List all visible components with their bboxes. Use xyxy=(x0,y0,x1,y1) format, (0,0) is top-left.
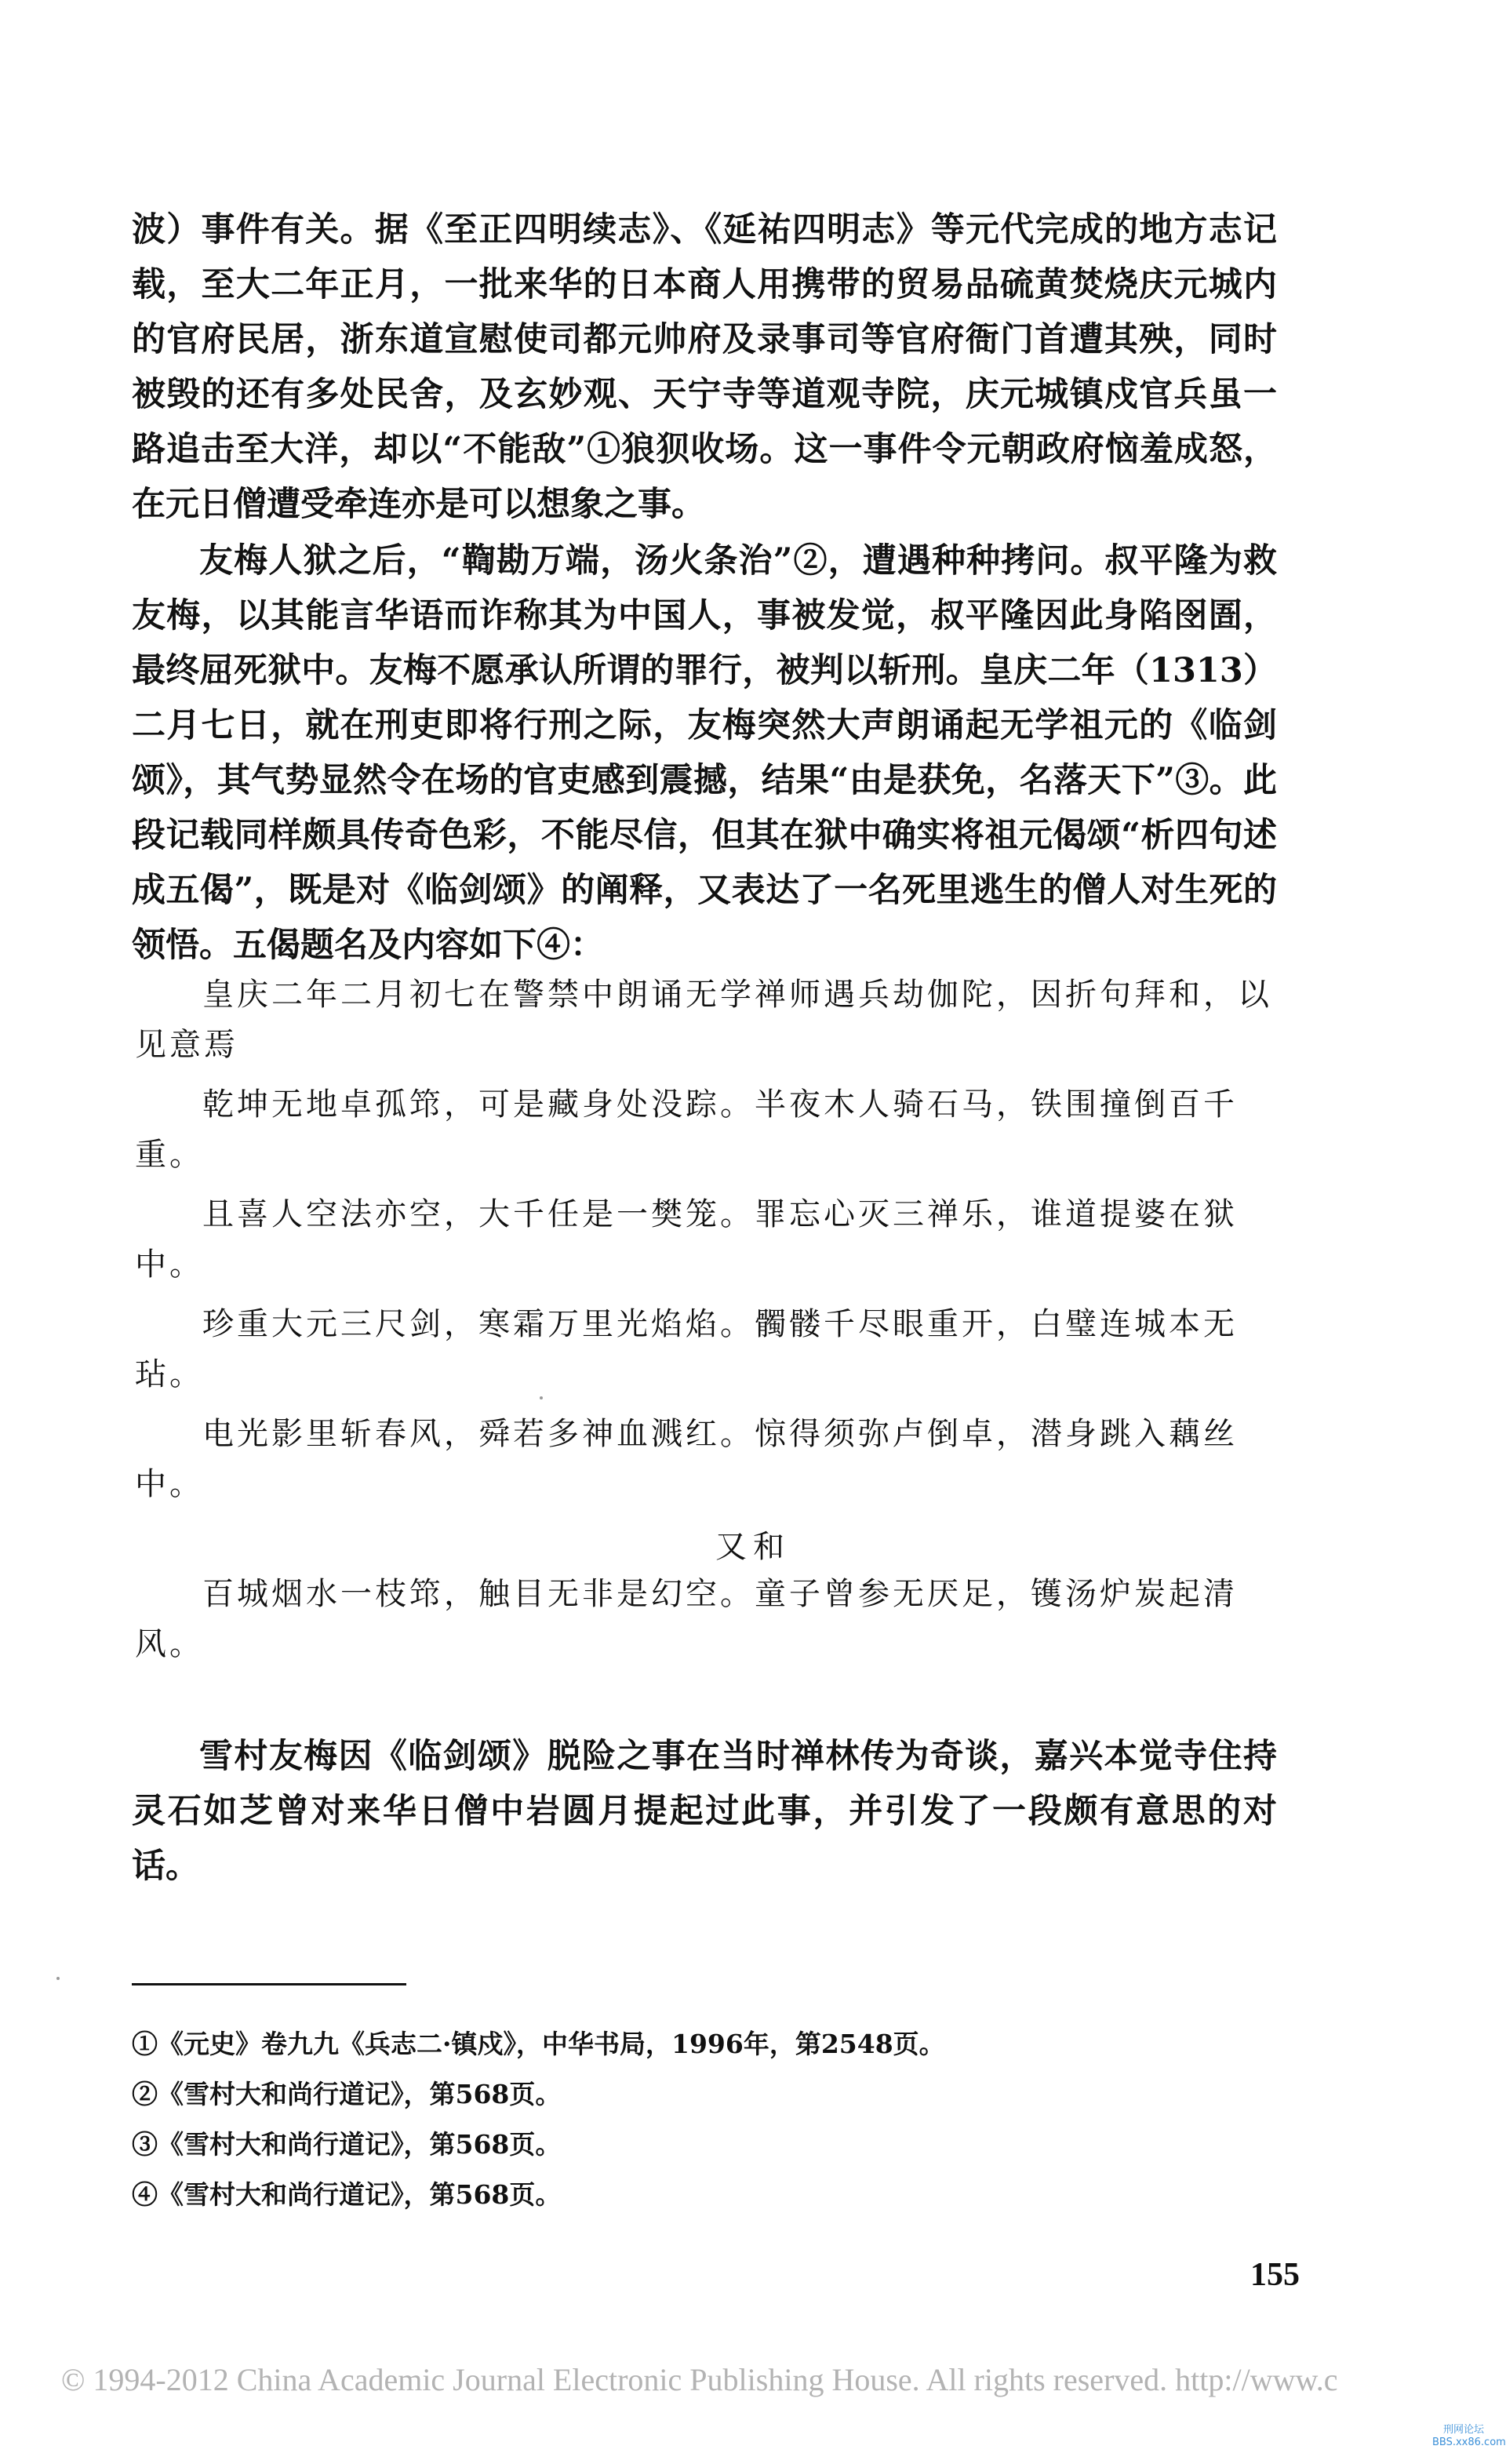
verse-block xyxy=(135,1569,1277,1679)
scan-speck xyxy=(56,1977,60,1980)
footnote-divider xyxy=(132,1983,406,1985)
footnote-item: ①《元史》卷九九《兵志二·镇戍》，中华书局，1996年，第2548页。 xyxy=(132,2029,945,2059)
verse-line: 珍重大元三尺剑，寒霜万里光焰焰。髑髅千尽眼重开，白璧连城本无玷。 xyxy=(135,1306,1238,1392)
watermark-text: 刑网论坛 xyxy=(1442,2424,1484,2436)
page-number: 155 xyxy=(1250,2257,1300,2293)
scan-speck xyxy=(540,1396,543,1399)
copyright-notice: © 1994-2012 China Academic Journal Electronic Publishing House. All rights reserved. http://www.c xyxy=(61,2362,1338,2397)
footnote-item: ③《雪村大和尚行道记》，第568页。 xyxy=(132,2129,562,2160)
watermark-url: BBS.xx86.com xyxy=(1432,2437,1506,2448)
closing-paragraph: 雪村友梅因《临剑颂》脱险之事在当时禅林传为奇谈，嘉兴本觉寺住持灵石如芝曾对来华日僧中岩圆月提起过此事，并引发了一段颇有意思的对话。 xyxy=(132,1737,1277,1886)
body-paragraph: 波）事件有关。据《至正四明续志》、《延祐四明志》等元代完成的地方志记载，至大二年正月，一批来华的日本商人用携带的贸易品硫黄焚烧庆元城内的官府民居，浙东道宣慰使司都元帅府及录事司等官府衙门首遭其殃，同时被毁的还有多处民舍，及玄妙观、天宁寺等道观寺院，庆元城镇戍官兵虽一路追击至大洋，却以“不能敌”①狼狈收场。这一事件令元朝政府恼羞成怒，在元日僧遭受牵连亦是可以想象之事。 xyxy=(132,210,1277,524)
verse-line: 电光影里斩春风，舜若多神血溅红。惊得须弥卢倒卓，潜身跳入藕丝中。 xyxy=(135,1416,1238,1502)
footnote-item: ②《雪村大和尚行道记》，第568页。 xyxy=(132,2079,562,2109)
verse-subheading: 又和 xyxy=(715,1529,791,1565)
watermark-logo xyxy=(1432,2424,1506,2459)
footnotes xyxy=(132,2019,1277,2220)
verse-line: 百城烟水一枝筇，触目无非是幻空。童子曾参无厌足，镬汤炉炭起清风。 xyxy=(135,1576,1238,1662)
verse-title: 皇庆二年二月初七在警禁中朗诵无学禅师遇兵劫伽陀，因折句拜和，以见意焉 xyxy=(135,977,1272,1063)
verse-line: 乾坤无地卓孤筇，可是藏身处没踪。半夜木人骑石马，铁围撞倒百千重。 xyxy=(135,1086,1238,1173)
body-paragraph: 友梅人狱之后，“鞫勘万端，汤火条治”②，遭遇种种拷问。叔平隆为救友梅，以其能言华语而诈称其为中国人，事被发觉，叔平隆因此身陷囹圄，最终屈死狱中。友梅不愿承认所谓的罪行，被判以斩刑。皇庆二年（1313）二月七日，就在刑吏即将行刑之际，友梅突然大声朗诵起无学祖元的《临剑颂》，其气势显然令在场的官吏感到震撼，结果“由是获免，名落天下”③。此段记载同样颇具传奇色彩，不能尽信，但其在狱中确实将祖元偈颂“析四句述成五偈”，既是对《临剑颂》的阐释，又表达了一名死里逃生的僧人对生死的领悟。五偈题名及内容如下④： xyxy=(132,541,1277,965)
verse-line: 且喜人空法亦空，大千任是一樊笼。罪忘心灭三禅乐，谁道提婆在狱中。 xyxy=(135,1196,1238,1283)
verse-block xyxy=(135,970,1277,1519)
footnote-item: ④《雪村大和尚行道记》，第568页。 xyxy=(132,2179,562,2210)
